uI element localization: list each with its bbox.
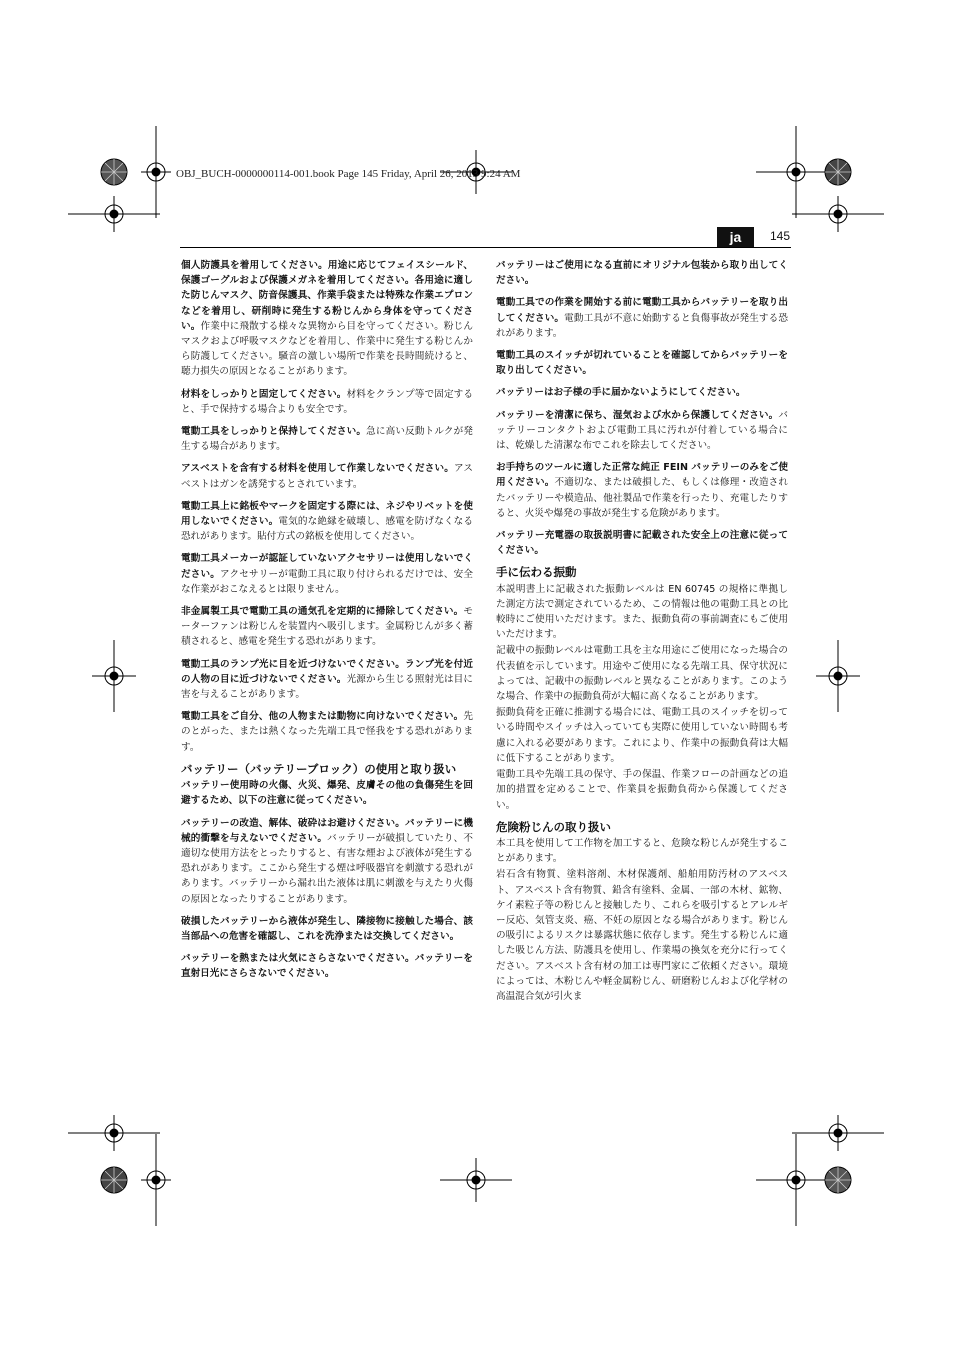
paragraph-clean-battery: バッテリーを清潔に保ち、湿気および水から保護してください。バッテリーコンタクトおよび電動工具に汚れが付着している場合には、乾燥した清潔な布でこれを除去してください。 (496, 409, 788, 452)
paragraph-battery-heat: バッテリーを熱または火気にさらさないでください。バッテリーを直射日光にさらさないでください。 (181, 953, 473, 980)
paragraph-battery-modify: バッテリーの改造、解体、破砕はお避けください。バッテリーに機械的衝撃を与えないでください。バッテリーが破損していたり、不適切な使用方法をとったりすると、有害な煙および液体が発生する恐れがあります。ここから発生する煙は呼吸器官を刺激する恐れがあります。バッテリーから漏れ出た液体は肌に刺激を与えたり火傷の原因となったりすることがあります。 (181, 817, 474, 905)
paragraph-battery-leak: 破損したバッテリーから液体が発生し、隣接物に接触した場合、該当部品への危害を確認し、これを洗浄または交換してください。 (181, 915, 473, 942)
paragraph-genuine-battery: お手持ちのツールに適した正常な純正 FEIN バッテリーのみをご使用ください。不適切な、または破損した、もしくは修理・改造されたバッテリーや模造品、他社製品で作業を行ったり、充電したりすると、火災や爆発の事故が発生する危険があります。 (496, 462, 789, 519)
paragraph-vents: 非金属製工具で電動工具の通気孔を定期的に掃除してください。モーターファンは粉じんを装置内へ吸引します。金属粉じんが多く蓄積されると、感電を発生する恐れがあります。 (181, 606, 473, 648)
paragraph-battery-remove: 電動工具での作業を開始する前に電動工具からバッテリーを取り出してください。電動工具が不意に始動すると負傷事故が発生する恐れがあります。 (496, 297, 789, 339)
paragraph-dust-2: 岩石含有物質、塗料溶剤、木材保護剤、船舶用防汚材のアスベスト、アスベスト含有物質、鉛含有塗料、金属、一部の木材、鉱物、ケイ素粒子等の粉じんと接触したり、これらを吸引するとアレルギー反応、気管支炎、癌、不妊の原因となる場合があります。粉じんの吸引によるリスクは暴露状態に依存します。発生する粉じんに適した吸じん方法、防護具を使用し、作業場の換気を充分に行ってください。アスベスト含有材の加工は専門家にご依頼ください。環境によっては、木粉じんや軽金属粉じん、研磨粉じんおよび化学材の高温混合気が引火ま (496, 869, 788, 1002)
paragraph-hold-tool: 電動工具をしっかりと保持してください。急に高い反動トルクが発生する場合があります。 (181, 426, 474, 453)
paragraph-battery-packaging: バッテリーはご使用になる直前にオリジナル包装から取り出してください。 (496, 260, 788, 287)
paragraph-vibration-1: 本説明書上に記載された振動レベルは EN 60745 の規格に準拠した測定方法で測定されているため、この情報は他の電動工具との比較時にご使用いただけます。また、振動負荷の事前調査にもご使用いただけます。 (496, 583, 788, 641)
right-column (496, 258, 788, 1005)
printer-header: OBJ_BUCH-0000000114-001.book Page 145 Friday, April 26, 2013 9:24 AM (176, 168, 521, 180)
paragraph-vibration-4: 電動工具や先端工具の保守、手の保温、作業フローの計画などの追加的措置を定めることで、作業員を振動負荷から保護してください。 (496, 769, 788, 811)
paragraph-dust-1: 本工具を使用して工作物を加工すると、危険な粉じんが発生することがあります。 (496, 837, 788, 865)
paragraph-switch-off: 電動工具のスイッチが切れていることを確認してからバッテリーを取り出してください。 (496, 350, 788, 377)
paragraph-accessories: 電動工具メーカーが認証していないアクセサリーは使用しないでください。アクセサリーが電動工具に取り付けられるだけでは、安全な作業がおこなえるとは限りません。 (181, 553, 474, 595)
paragraph-secure-material: 材料をしっかりと固定してください。材料をクランプ等で固定すると、手で保持する場合よりも安全です。 (181, 388, 474, 415)
paragraph-nameplate: 電動工具上に銘板やマークを固定する際には、ネジやリベットを使用しないでください。電気的な絶縁を破壊し、感電を防げなくなる恐れがあります。貼付方式の銘板を使用してください。 (181, 500, 474, 543)
section-heading-battery: バッテリー（バッテリーブロック）の使用と取り扱い (181, 761, 457, 776)
paragraph-vibration-2: 記載中の振動レベルは電動工具を主な用途にご使用になった場合の代表値を示しています。用途やご使用になる先端工具、保守状況によっては、記載中の振動レベルと異なることがあります。このような場合、作業中の振動負荷が大幅に高くなることがあります。 (496, 645, 788, 703)
paragraph-battery-intro: バッテリー使用時の火傷、火災、爆発、皮膚その他の負傷発生を回避するため、以下の注意に従ってください。 (181, 780, 473, 807)
section-heading-vibration: 手に伝わる振動 (496, 565, 577, 580)
left-column (181, 258, 473, 989)
paragraph-lamp: 電動工具のランプ光に目を近づけないでください。ランプ光を付近の人物の目に近づけないでください。光源から生じる照射光は目に害を与えることがあります。 (181, 658, 474, 701)
header-rule (180, 247, 791, 248)
paragraph-charger-manual: バッテリー充電器の取扱説明書に記載された安全上の注意に従ってください。 (496, 530, 788, 557)
paragraph-protective-equipment: 個人防護具を着用してください。用途に応じてフェイスシールド、保護ゴーグルおよび保護メガネを着用してください。各用途に適した防じんマスク、防音保護具、作業手袋または特殊な作業エプロンなどを着用し、研削時に発生する粉じんから身体を守ってください。作業中に飛散する様々な異物から目を守ってください。粉じんマスクおよび呼吸マスクなどを着用し、作業中に発生する粉じんから防護してください。騒音の激しい場所で作業を長時間続けると、聴力損失の原因となることがあります。 (181, 260, 474, 378)
paragraph-point-away: 電動工具をご自分、他の人物または動物に向けないでください。先のとがった、または熱くなった先端工具で怪我をする恐れがあります。 (181, 711, 473, 753)
section-heading-dust: 危険粉じんの取り扱い (496, 819, 611, 834)
paragraph-children: バッテリーはお子様の手に届かないようにしてください。 (496, 387, 746, 399)
page-number: 145 (770, 229, 791, 243)
paragraph-asbestos: アスベストを含有する材料を使用して作業しないでください。アスベストはガンを誘発するとされています。 (181, 463, 473, 490)
paragraph-vibration-3: 振動負荷を正確に推測する場合には、電動工具のスイッチを切っている時間やスイッチは入っていても実際に使用していない時間も考慮に入れる必要があります。これにより、作業中の振動負荷は大幅に低下することがあります。 (496, 707, 788, 764)
language-badge: ja (717, 227, 754, 247)
